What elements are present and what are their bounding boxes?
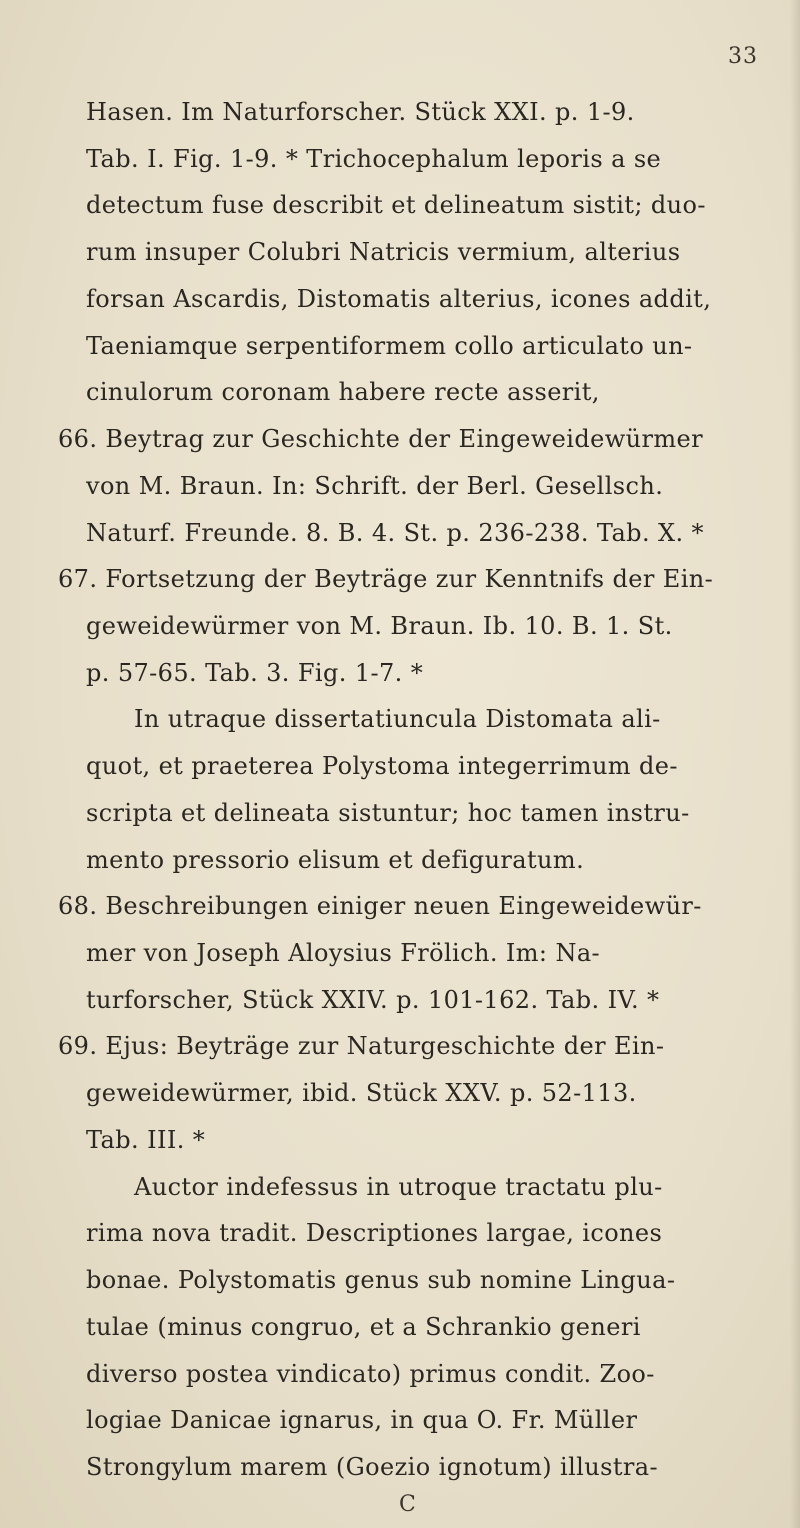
text-line: cinulorum coronam habere recte asserit, bbox=[86, 378, 600, 406]
text-line: Naturf. Freunde. 8. B. 4. St. p. 236-238. Tab. X. * bbox=[86, 519, 704, 547]
text-line: rum insuper Colubri Natricis vermium, alterius bbox=[86, 238, 681, 266]
text-line: logiae Danicae ignarus, in qua O. Fr. Müller bbox=[86, 1406, 638, 1434]
text-line: mer von Joseph Aloysius Frölich. Im: Na- bbox=[86, 939, 601, 967]
text-line: rima nova tradit. Descriptiones largae, icones bbox=[86, 1219, 663, 1247]
text-line: bonae. Polystomatis genus sub nomine Lingua- bbox=[86, 1266, 676, 1294]
text-line: Tab. I. Fig. 1-9. * Trichocephalum leporis a se bbox=[86, 145, 662, 173]
text-line: Tab. III. * bbox=[86, 1126, 206, 1154]
text-line: Strongylum marem (Goezio ignotum) illustra- bbox=[86, 1453, 658, 1481]
text-line: Hasen. Im Naturforscher. Stück XXI. p. 1-9. bbox=[86, 98, 635, 126]
text-line: detectum fuse describit et delineatum sistit; duo- bbox=[86, 191, 706, 219]
text-line: scripta et delineata sistuntur; hoc tamen instru- bbox=[86, 799, 690, 827]
text-line: 67. Fortsetzung der Beyträge zur Kenntnifs der Ein- bbox=[58, 565, 714, 593]
text-line: quot, et praeterea Polystoma integerrimum de- bbox=[86, 752, 678, 780]
text-line: In utraque dissertatiuncula Distomata ali- bbox=[134, 705, 661, 733]
text-line: 69. Ejus: Beyträge zur Naturgeschichte der Ein- bbox=[58, 1032, 665, 1060]
text-line: geweidewürmer von M. Braun. Ib. 10. B. 1. St. bbox=[86, 612, 673, 640]
text-line: p. 57-65. Tab. 3. Fig. 1-7. * bbox=[86, 659, 424, 687]
text-line: diverso postea vindicato) primus condit. Zoo- bbox=[86, 1360, 655, 1388]
page-number: 33 bbox=[728, 44, 758, 69]
text-line: geweidewürmer, ibid. Stück XXV. p. 52-113. bbox=[86, 1079, 637, 1107]
text-line: Auctor indefessus in utroque tractatu plu- bbox=[134, 1173, 663, 1201]
text-line: mento pressorio elisum et defiguratum. bbox=[86, 846, 585, 874]
text-line: tulae (minus congruo, et a Schrankio generi bbox=[86, 1313, 641, 1341]
text-line: 68. Beschreibungen einiger neuen Eingeweidewür- bbox=[58, 892, 702, 920]
signature-mark: C bbox=[399, 1492, 416, 1517]
page-gutter-shadow bbox=[790, 0, 800, 1528]
text-line: forsan Ascardis, Distomatis alterius, icones addit, bbox=[86, 285, 712, 313]
text-line: von M. Braun. In: Schrift. der Berl. Gesellsch. bbox=[86, 472, 664, 500]
text-line: turforscher, Stück XXIV. p. 101-162. Tab. IV. * bbox=[86, 986, 660, 1014]
text-line: Taeniamque serpentiformem collo articulato un- bbox=[86, 332, 693, 360]
text-line: 66. Beytrag zur Geschichte der Eingeweidewürmer bbox=[58, 425, 704, 453]
